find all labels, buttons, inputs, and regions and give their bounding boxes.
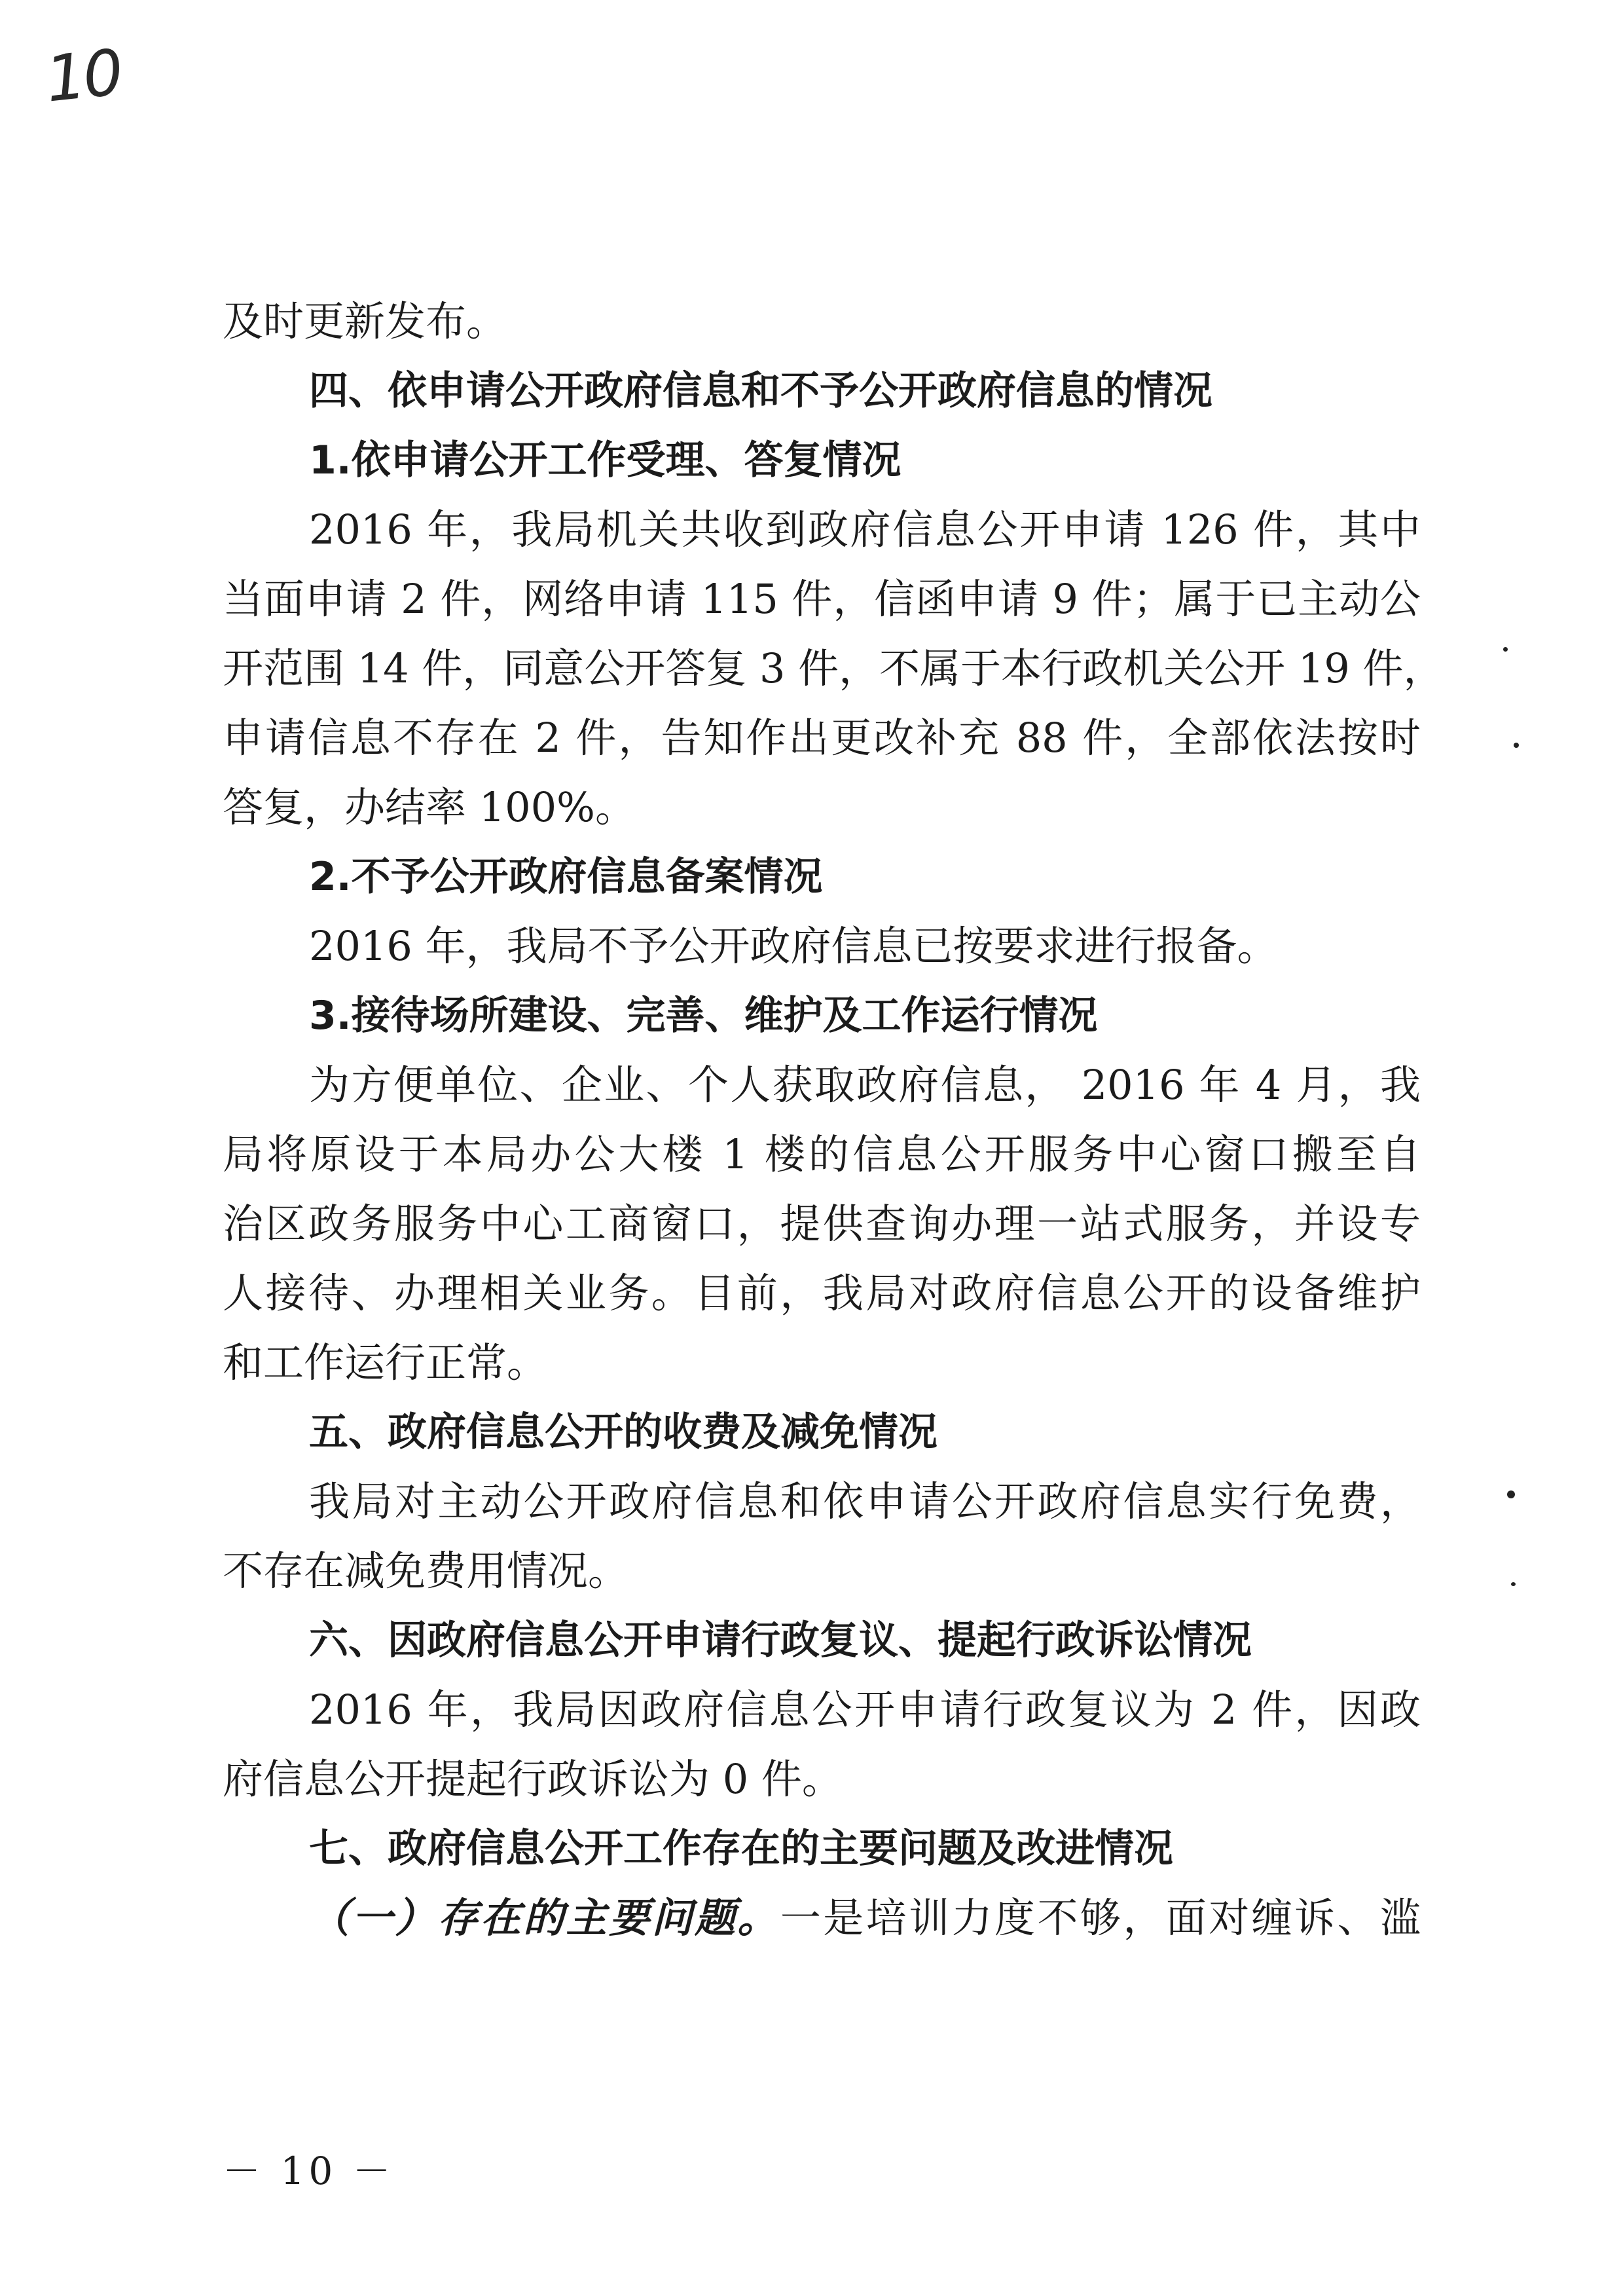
paragraph-line: 局将原设于本局办公大楼 1 楼的信息公开服务中心窗口搬至自: [223, 1130, 1421, 1178]
subsection-heading-3: 3.接待场所建设、完善、维护及工作运行情况: [309, 993, 1098, 1039]
paragraph-line: 申请信息不存在 2 件，告知作出更改补充 88 件，全部依法按时: [223, 714, 1421, 762]
paragraph-line: 府信息公开提起行政诉讼为 0 件。: [223, 1755, 843, 1803]
subsection-emphasis: （一）存在的主要问题。: [309, 1894, 780, 1942]
handwritten-page-mark: 10: [42, 35, 124, 117]
paragraph-line: 和工作运行正常。: [223, 1339, 548, 1386]
subsection-heading-2: 2.不予公开政府信息备案情况: [309, 854, 823, 900]
paragraph-line: 答复，办结率 100%。: [223, 783, 636, 831]
paragraph-line: 人接待、办理相关业务。目前，我局对政府信息公开的设备维护: [223, 1269, 1421, 1317]
paragraph-line: 开范围 14 件，同意公开答复 3 件，不属于本行政机关公开 19 件，: [223, 644, 1444, 692]
section-heading-4: 四、依申请公开政府信息和不予公开政府信息的情况: [309, 368, 1212, 414]
section-heading-5: 五、政府信息公开的收费及减免情况: [309, 1409, 938, 1455]
section-heading-6: 六、因政府信息公开申请行政复议、提起行政诉讼情况: [309, 1618, 1252, 1663]
paragraph-text: 一是培训力度不够，面对缠诉、滥: [780, 1894, 1421, 1942]
paragraph-line: 治区政务服务中心工商窗口，提供查询办理一站式服务，并设专: [223, 1200, 1421, 1248]
scan-speck: [1514, 743, 1519, 748]
paragraph-line: 我局对主动公开政府信息和依申请公开政府信息实行免费，: [309, 1477, 1421, 1525]
scan-speck: [1507, 1491, 1515, 1498]
scan-speck: [1503, 647, 1508, 652]
page-number: － 10 －: [223, 2149, 395, 2193]
paragraph-line: 及时更新发布。: [223, 297, 507, 345]
paragraph-line: 2016 年，我局机关共收到政府信息公开申请 126 件，其中: [309, 506, 1421, 553]
scan-speck: [1511, 1582, 1516, 1586]
paragraph-line: 2016 年，我局因政府信息公开申请行政复议为 2 件，因政: [309, 1686, 1421, 1733]
paragraph-line-last: [309, 1894, 1421, 1942]
paragraph-line: 为方便单位、企业、个人获取政府信息， 2016 年 4 月，我: [309, 1061, 1421, 1109]
paragraph-line: 不存在减免费用情况。: [223, 1547, 629, 1595]
paragraph-line: 2016 年，我局不予公开政府信息已按要求进行报备。: [309, 922, 1278, 970]
section-heading-7: 七、政府信息公开工作存在的主要问题及改进情况: [309, 1826, 1173, 1872]
paragraph-line: 当面申请 2 件，网络申请 115 件，信函申请 9 件；属于已主动公: [223, 575, 1421, 623]
subsection-heading-1: 1.依申请公开工作受理、答复情况: [309, 437, 902, 483]
